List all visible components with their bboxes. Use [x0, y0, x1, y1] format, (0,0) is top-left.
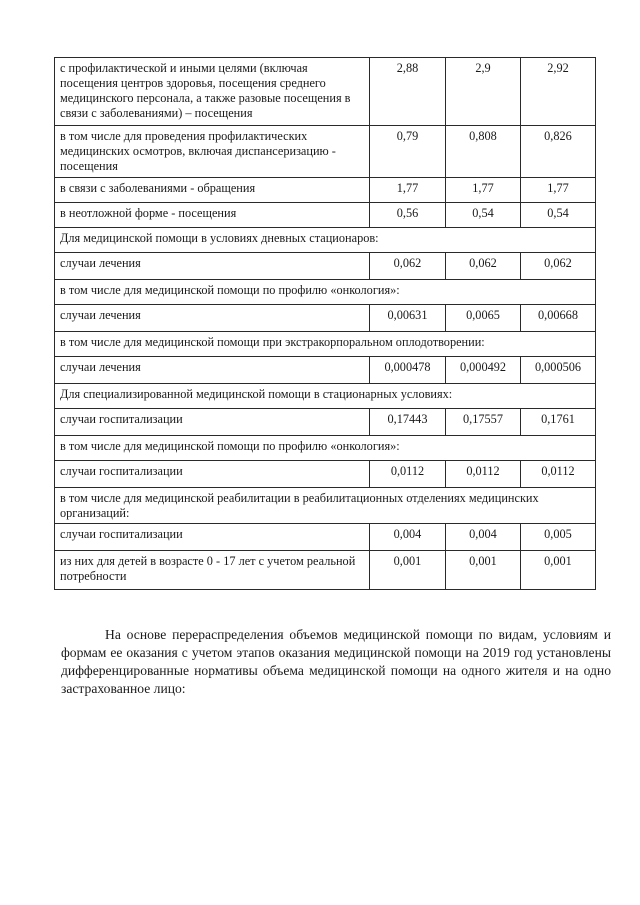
value-cell-year-1: 0,56 — [370, 203, 446, 228]
table-row — [55, 126, 596, 178]
row-label: случаи госпитализации — [55, 461, 370, 488]
section-heading: в том числе для медицинской реабилитации в реабилитационных отделениях медицинских организаций: — [55, 488, 596, 524]
table-row — [55, 253, 596, 280]
value-cell-year-2: 0,17557 — [446, 409, 521, 436]
value-cell-year-3: 0,826 — [521, 126, 596, 178]
row-label: в том числе для проведения профилактических медицинских осмотров, включая диспансеризацию - посещения — [55, 126, 370, 178]
value-cell-year-1: 0,00631 — [370, 305, 446, 332]
section-row — [55, 228, 596, 253]
value-cell-year-1: 0,000478 — [370, 357, 446, 384]
section-row — [55, 488, 596, 524]
value-cell-year-3: 0,062 — [521, 253, 596, 280]
table-row — [55, 461, 596, 488]
value-cell-year-2: 0,000492 — [446, 357, 521, 384]
volume-norms-table — [54, 57, 596, 590]
row-label: случаи лечения — [55, 305, 370, 332]
section-row — [55, 436, 596, 461]
value-cell-year-1: 0,0112 — [370, 461, 446, 488]
row-label: в неотложной форме - посещения — [55, 203, 370, 228]
value-cell-year-3: 0,1761 — [521, 409, 596, 436]
table-row — [55, 409, 596, 436]
body-paragraph: На основе перераспределения объемов медицинской помощи по видам, условиям и формам ее оказания с учетом этапов оказания медицинской помощи на 2019 год установлены дифференцированные нормативы объема медицинской помощи на одного жителя и на одно застрахованное лицо: — [61, 627, 611, 696]
value-cell-year-1: 0,79 — [370, 126, 446, 178]
value-cell-year-3: 0,54 — [521, 203, 596, 228]
table-row — [55, 551, 596, 590]
value-cell-year-3: 2,92 — [521, 58, 596, 126]
row-label: случаи госпитализации — [55, 524, 370, 551]
value-cell-year-3: 0,00668 — [521, 305, 596, 332]
section-heading: в том числе для медицинской помощи по профилю «онкология»: — [55, 436, 596, 461]
value-cell-year-2: 0,0065 — [446, 305, 521, 332]
section-row — [55, 280, 596, 305]
table-body — [55, 58, 596, 590]
table-row — [55, 357, 596, 384]
value-cell-year-1: 2,88 — [370, 58, 446, 126]
row-label: в связи с заболеваниями - обращения — [55, 178, 370, 203]
section-heading: Для медицинской помощи в условиях дневных стационаров: — [55, 228, 596, 253]
value-cell-year-1: 1,77 — [370, 178, 446, 203]
value-cell-year-3: 0,0112 — [521, 461, 596, 488]
value-cell-year-2: 0,001 — [446, 551, 521, 590]
value-cell-year-2: 2,9 — [446, 58, 521, 126]
section-row — [55, 332, 596, 357]
row-label: случаи лечения — [55, 253, 370, 280]
table-row — [55, 305, 596, 332]
table-row — [55, 58, 596, 126]
section-heading: Для специализированной медицинской помощи в стационарных условиях: — [55, 384, 596, 409]
value-cell-year-2: 0,004 — [446, 524, 521, 551]
section-heading: в том числе для медицинской помощи по профилю «онкология»: — [55, 280, 596, 305]
value-cell-year-3: 0,000506 — [521, 357, 596, 384]
row-label: случаи госпитализации — [55, 409, 370, 436]
value-cell-year-2: 0,808 — [446, 126, 521, 178]
row-label: с профилактической и иными целями (включая посещения центров здоровья, посещения среднего медицинского персонала, а также разовые посещения в связи с заболеваниями) – посещения — [55, 58, 370, 126]
table-row — [55, 178, 596, 203]
value-cell-year-2: 1,77 — [446, 178, 521, 203]
value-cell-year-3: 1,77 — [521, 178, 596, 203]
value-cell-year-2: 0,062 — [446, 253, 521, 280]
row-label: из них для детей в возрасте 0 - 17 лет с учетом реальной потребности — [55, 551, 370, 590]
value-cell-year-2: 0,0112 — [446, 461, 521, 488]
value-cell-year-3: 0,001 — [521, 551, 596, 590]
value-cell-year-1: 0,004 — [370, 524, 446, 551]
value-cell-year-1: 0,001 — [370, 551, 446, 590]
value-cell-year-1: 0,062 — [370, 253, 446, 280]
table-row — [55, 524, 596, 551]
table-row — [55, 203, 596, 228]
row-label: случаи лечения — [55, 357, 370, 384]
value-cell-year-2: 0,54 — [446, 203, 521, 228]
value-cell-year-1: 0,17443 — [370, 409, 446, 436]
section-row — [55, 384, 596, 409]
section-heading: в том числе для медицинской помощи при экстракорпоральном оплодотворении: — [55, 332, 596, 357]
value-cell-year-3: 0,005 — [521, 524, 596, 551]
